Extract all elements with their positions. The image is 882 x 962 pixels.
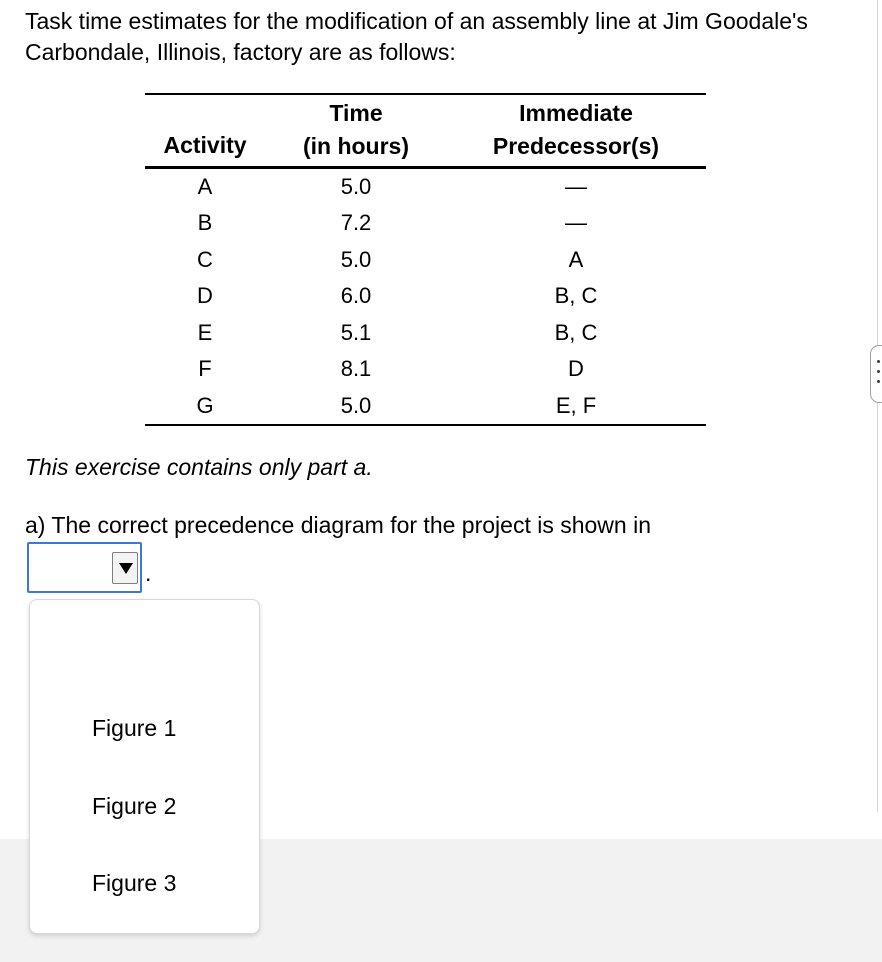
exercise-note: This exercise contains only part a. — [25, 454, 373, 480]
predecessor-cell: D — [568, 356, 584, 381]
time-cell: 5.1 — [340, 319, 372, 345]
table-row — [145, 278, 706, 315]
header-activity: Activity — [163, 131, 247, 158]
grip-dot — [877, 380, 880, 383]
table-body — [145, 169, 706, 425]
table-row — [145, 242, 706, 279]
activity-cell: F — [198, 356, 212, 381]
header-time-line2: (in hours) — [302, 132, 410, 159]
figure-dropdown-list — [29, 599, 260, 934]
header-pred-line2: Predecessor(s) — [492, 132, 660, 159]
dropdown-option-figure-1[interactable]: Figure 1 — [92, 715, 177, 741]
task-table — [145, 93, 706, 426]
predecessor-cell: — — [565, 173, 587, 199]
time-cell: 7.2 — [340, 210, 372, 235]
predecessor-cell: B, C — [554, 319, 598, 345]
header-pred-line1: Immediate — [519, 99, 633, 126]
time-cell: 8.1 — [340, 356, 372, 381]
activity-cell: B — [197, 210, 213, 235]
activity-cell: G — [196, 392, 214, 418]
predecessor-cell: E, F — [555, 392, 597, 418]
table-row — [145, 388, 706, 425]
dropdown-option-figure-2[interactable]: Figure 2 — [92, 793, 177, 819]
activity-cell: A — [197, 173, 213, 199]
table-header — [145, 95, 706, 166]
activity-cell: E — [197, 319, 213, 345]
table-row — [145, 351, 706, 388]
time-cell: 5.0 — [340, 173, 372, 199]
header-time — [265, 97, 447, 163]
panel-divider — [877, 0, 878, 812]
grip-dot — [877, 360, 880, 363]
time-cell: 5.0 — [340, 392, 372, 418]
dropdown-option-figure-3[interactable]: Figure 3 — [92, 870, 177, 896]
table-row — [145, 315, 706, 352]
time-cell: 6.0 — [340, 283, 372, 308]
table-row — [145, 205, 706, 242]
predecessor-cell: A — [568, 246, 584, 272]
activity-cell: C — [197, 246, 213, 272]
triangle-down-icon — [119, 563, 133, 574]
activity-cell: D — [197, 283, 213, 308]
predecessor-cell: B, C — [554, 283, 598, 308]
header-predecessors — [465, 97, 687, 163]
sentence-period: . — [145, 560, 152, 586]
table-row — [145, 169, 706, 206]
question-text: a) The correct precedence diagram for the project is shown in — [25, 512, 651, 538]
header-time-line1: Time — [329, 99, 383, 126]
table-bottom-rule — [145, 424, 706, 426]
time-cell: 5.0 — [340, 246, 372, 272]
drag-handle[interactable] — [870, 345, 882, 403]
predecessor-cell: — — [565, 210, 587, 235]
figure-select[interactable] — [27, 542, 142, 593]
grip-dot — [877, 370, 880, 373]
problem-intro: Task time estimates for the modification of an assembly line at Jim Goodale's Carbondale, Illinois, factory are as follows: — [25, 8, 808, 65]
select-arrow-button[interactable] — [112, 552, 138, 584]
